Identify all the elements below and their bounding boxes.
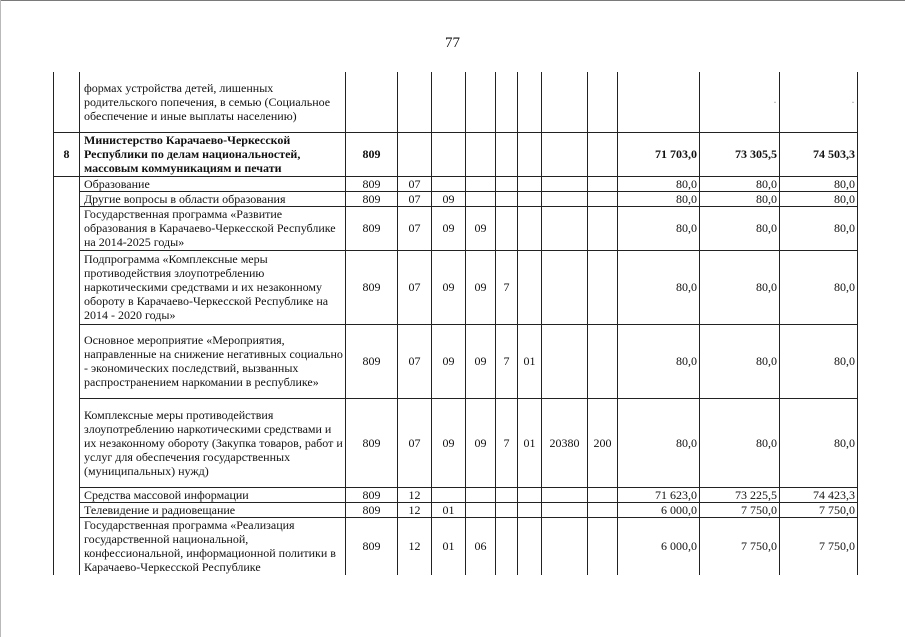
amount-year2-cell: 80,0 [700,191,780,206]
amount-year1-cell: 80,0 [618,250,700,324]
amount-year2-cell: 80,0 [700,176,780,191]
event-code-cell [518,206,542,250]
event-code-cell [518,502,542,517]
ministry-code-cell: 809 [346,250,398,324]
section-code-cell [398,72,432,132]
table-row [54,72,858,132]
item-name-cell: Государственная программа «Развитие образования в Карачаево-Черкесской Республике на 2014-2025 годы» [80,206,346,250]
amount-year2-cell: 7 750,0 [700,502,780,517]
amount-year2-cell: 80,0 [700,206,780,250]
amount-year3-cell: 80,0 [780,324,858,398]
ministry-code-cell: 809 [346,191,398,206]
event-code-cell: 01 [518,398,542,487]
direction-code-cell [542,132,588,176]
amount-year1-cell [618,72,700,132]
expense-type-cell [588,176,618,191]
table-row [54,250,858,324]
amount-year2-cell: 80,0 [700,324,780,398]
expense-type-cell: 200 [588,398,618,487]
section-code-cell: 07 [398,206,432,250]
direction-code-cell [542,206,588,250]
row-number-cell: 8 [54,132,80,176]
program-code-cell: 09 [466,398,496,487]
direction-code-cell [542,324,588,398]
row-number-cell [54,206,80,250]
table-row [54,517,858,575]
amount-year2-cell: 73 305,5 [700,132,780,176]
row-number-cell [54,250,80,324]
program-code-cell [466,191,496,206]
table-row [54,502,858,517]
ministry-code-cell: 809 [346,206,398,250]
page-number: 77 [445,35,460,51]
subsection-code-cell [432,132,466,176]
amount-year1-cell: 71 623,0 [618,487,700,502]
amount-year2-cell: 80,0 [700,398,780,487]
subprogram-code-cell: 7 [496,250,518,324]
direction-code-cell [542,176,588,191]
event-code-cell: 01 [518,324,542,398]
subsection-code-cell [432,487,466,502]
program-code-cell [466,132,496,176]
amount-year1-cell: 71 703,0 [618,132,700,176]
item-name-cell: Подпрограмма «Комплексные меры противодействия злоупотреблению наркотическими средствами и их незаконному обороту в Карачаево-Черкесской Республике на 2014 - 2020 годы» [80,250,346,324]
event-code-cell [518,132,542,176]
section-code-cell: 07 [398,398,432,487]
program-code-cell [466,487,496,502]
item-name-cell: формах устройства детей, лишенных родительского попечения, в семью (Социальное обеспечение и иные выплаты населению) [80,72,346,132]
subsection-code-cell [432,176,466,191]
item-name-cell: Средства массовой информации [80,487,346,502]
amount-year3-cell: 7 750,0 [780,517,858,575]
event-code-cell [518,517,542,575]
subprogram-code-cell: 7 [496,324,518,398]
table-body [54,72,858,575]
item-name-cell: Телевидение и радиовещание [80,502,346,517]
amount-year1-cell: 6 000,0 [618,502,700,517]
row-number-cell [54,517,80,575]
expense-type-cell [588,72,618,132]
subsection-code-cell: 01 [432,517,466,575]
amount-year3-cell: 74 503,3 [780,132,858,176]
subsection-code-cell: 09 [432,324,466,398]
expense-type-cell [588,132,618,176]
subprogram-code-cell: 7 [496,398,518,487]
section-code-cell: 07 [398,191,432,206]
table-row [54,487,858,502]
amount-year3-cell: 80,0 [780,206,858,250]
item-name-cell: Основное мероприятие «Мероприятия, направленные на снижение негативных социально - экономических последствий, вызванных распространением наркомании в республике» [80,324,346,398]
direction-code-cell [542,517,588,575]
amount-year2-cell: 73 225,5 [700,487,780,502]
subprogram-code-cell [496,132,518,176]
amount-year3-cell: 80,0 [780,176,858,191]
subsection-code-cell [432,72,466,132]
subprogram-code-cell [496,517,518,575]
subsection-code-cell: 09 [432,398,466,487]
subsection-code-cell: 09 [432,191,466,206]
amount-year2-cell: 80,0 [700,250,780,324]
event-code-cell [518,176,542,191]
item-name-cell: Комплексные меры противодействия злоупотреблению наркотическими средствами и их незаконному обороту (Закупка товаров, работ и услуг для обеспечения государственных (муниципальных) нужд) [80,398,346,487]
budget-table [53,72,858,575]
table-row [54,206,858,250]
subsection-code-cell: 01 [432,502,466,517]
ministry-code-cell: 809 [346,176,398,191]
page-top-edge [0,0,905,1]
section-code-cell: 12 [398,517,432,575]
amount-year3-cell: 74 423,3 [780,487,858,502]
amount-year1-cell: 80,0 [618,176,700,191]
expense-type-cell [588,487,618,502]
subsection-code-cell: 09 [432,206,466,250]
program-code-cell: 09 [466,206,496,250]
program-code-cell: 09 [466,324,496,398]
item-name-cell: Другие вопросы в области образования [80,191,346,206]
item-name-cell: Образование [80,176,346,191]
row-number-cell [54,502,80,517]
event-code-cell [518,191,542,206]
subprogram-code-cell [496,487,518,502]
direction-code-cell [542,502,588,517]
ministry-code-cell: 809 [346,398,398,487]
table-row [54,132,858,176]
row-number-cell [54,176,80,191]
program-code-cell: 06 [466,517,496,575]
expense-type-cell [588,250,618,324]
table-row [54,324,858,398]
direction-code-cell [542,72,588,132]
table-row [54,191,858,206]
expense-type-cell [588,206,618,250]
direction-code-cell [542,191,588,206]
program-code-cell [466,72,496,132]
ministry-code-cell: 809 [346,517,398,575]
direction-code-cell: 20380 [542,398,588,487]
item-name-cell: Министерство Карачаево-Черкесской Республики по делам национальностей, массовым коммуникациям и печати [80,132,346,176]
amount-year1-cell: 80,0 [618,191,700,206]
direction-code-cell [542,250,588,324]
amount-year2-cell: 7 750,0 [700,517,780,575]
program-code-cell [466,176,496,191]
expense-type-cell [588,502,618,517]
subprogram-code-cell [496,72,518,132]
section-code-cell: 07 [398,176,432,191]
event-code-cell [518,250,542,324]
event-code-cell [518,487,542,502]
section-code-cell: 07 [398,324,432,398]
expense-type-cell [588,324,618,398]
subprogram-code-cell [496,191,518,206]
amount-year3-cell: 7 750,0 [780,502,858,517]
amount-year3-cell: 80,0 [780,191,858,206]
program-code-cell: 09 [466,250,496,324]
table-row [54,398,858,487]
row-number-cell [54,398,80,487]
section-code-cell [398,132,432,176]
subprogram-code-cell [496,502,518,517]
row-number-cell [54,191,80,206]
ministry-code-cell [346,72,398,132]
event-code-cell [518,72,542,132]
row-number-cell [54,487,80,502]
item-name-cell: Государственная программа «Реализация государственной национальной, конфессиональной, информационной политики в Карачаево-Черкесской Республике [80,517,346,575]
amount-year1-cell: 80,0 [618,324,700,398]
section-code-cell: 07 [398,250,432,324]
row-number-cell [54,72,80,132]
program-code-cell [466,502,496,517]
section-code-cell: 12 [398,502,432,517]
amount-year3-cell: · [780,72,858,132]
table-row [54,176,858,191]
ministry-code-cell: 809 [346,502,398,517]
amount-year2-cell: · [700,72,780,132]
subprogram-code-cell [496,176,518,191]
ministry-code-cell: 809 [346,132,398,176]
page-left-edge [0,0,1,637]
amount-year1-cell: 6 000,0 [618,517,700,575]
row-number-cell [54,324,80,398]
section-code-cell: 12 [398,487,432,502]
amount-year1-cell: 80,0 [618,206,700,250]
expense-type-cell [588,191,618,206]
amount-year3-cell: 80,0 [780,250,858,324]
direction-code-cell [542,487,588,502]
subsection-code-cell: 09 [432,250,466,324]
ministry-code-cell: 809 [346,487,398,502]
amount-year1-cell: 80,0 [618,398,700,487]
ministry-code-cell: 809 [346,324,398,398]
amount-year3-cell: 80,0 [780,398,858,487]
subprogram-code-cell [496,206,518,250]
expense-type-cell [588,517,618,575]
